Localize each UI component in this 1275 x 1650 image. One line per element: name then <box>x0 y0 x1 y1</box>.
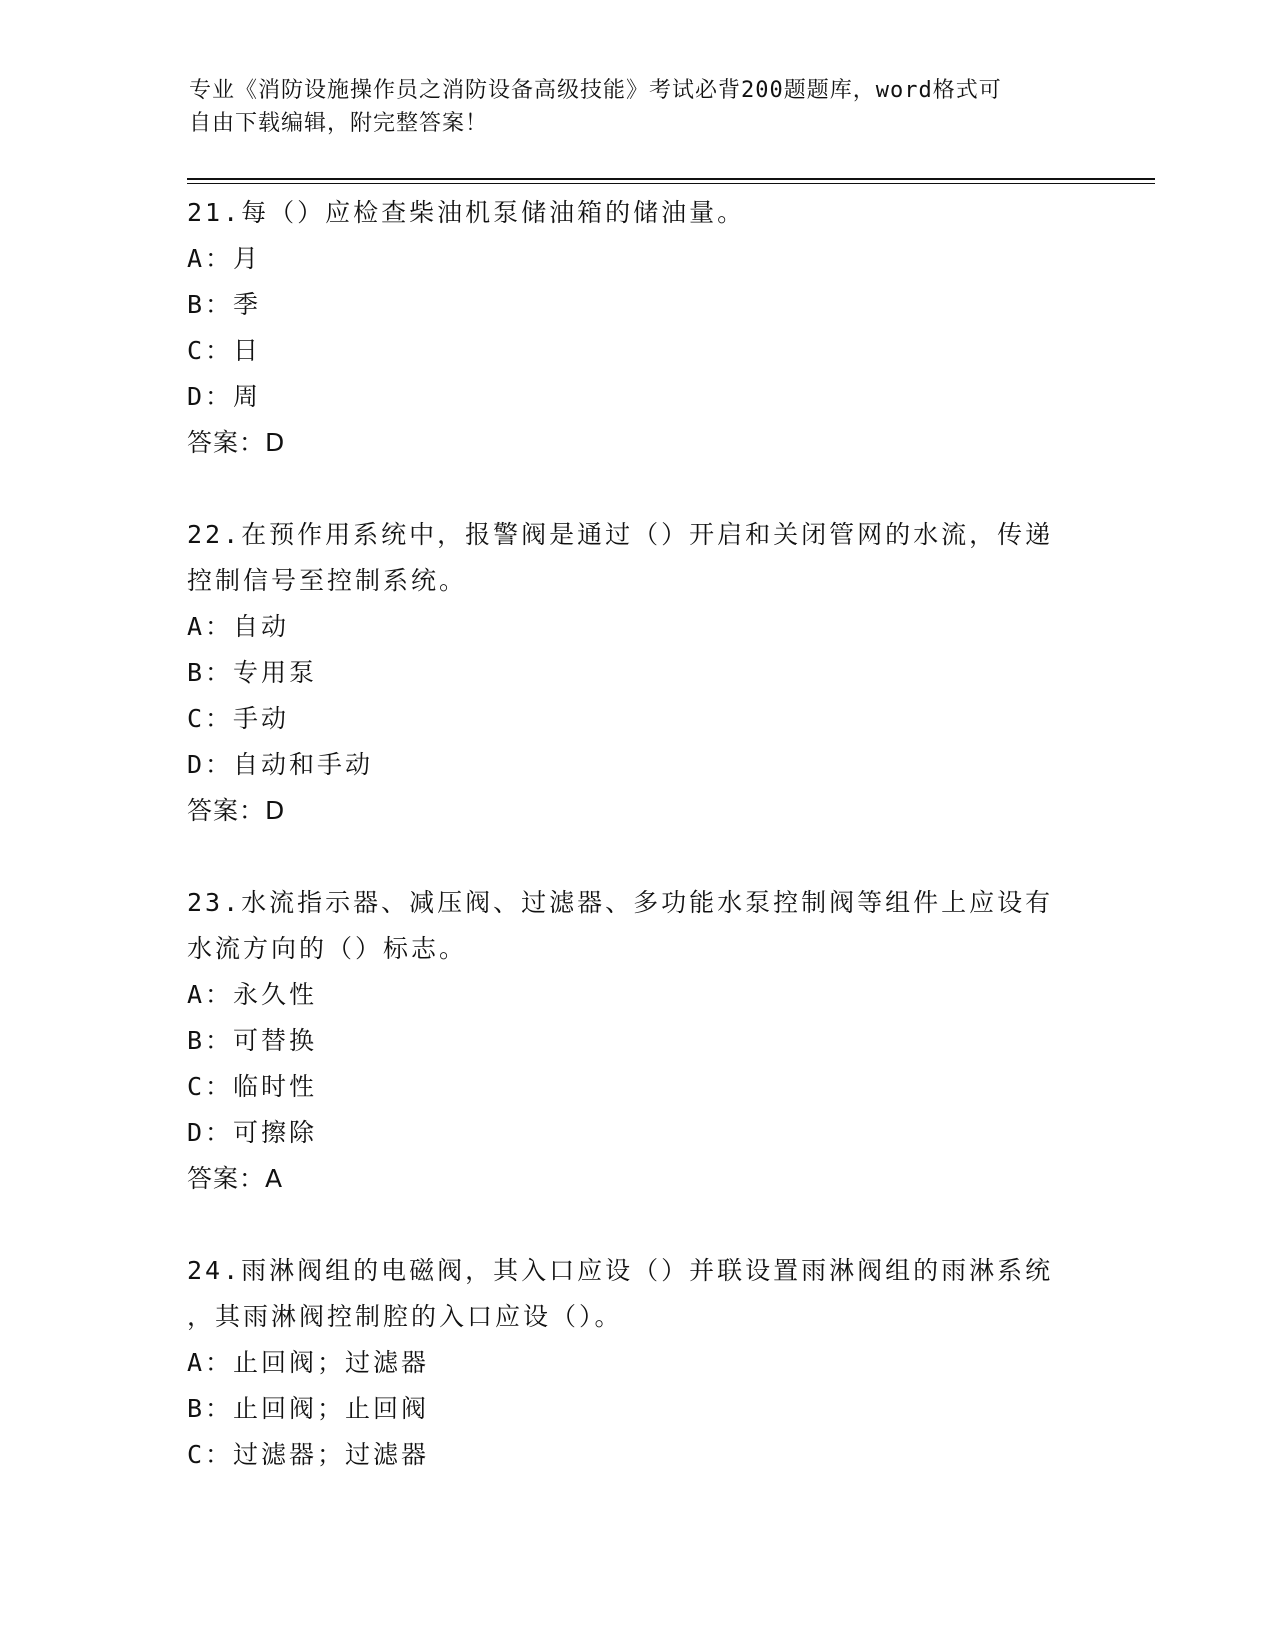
answer-text: 答案：A <box>187 1164 284 1193</box>
option-c: C：过滤器；过滤器 <box>187 1440 430 1469</box>
question-text: 23.水流指示器、减压阀、过滤器、多功能水泵控制阀等组件上应设有 <box>187 888 1054 917</box>
question-list <box>187 190 1087 1478</box>
question-24 <box>187 1248 1087 1478</box>
question-21 <box>187 190 1087 466</box>
question-text-continued: 控制信号至控制系统。 <box>187 566 468 595</box>
option-d: D：自动和手动 <box>187 750 374 779</box>
header-divider-thin <box>187 183 1155 184</box>
answer-text: 答案：D <box>187 428 286 457</box>
option-b: B：季 <box>187 290 262 319</box>
option-a: A：止回阀；过滤器 <box>187 1348 430 1377</box>
option-a: A：月 <box>187 244 262 273</box>
answer-text: 答案：D <box>187 796 286 825</box>
option-c: C：临时性 <box>187 1072 318 1101</box>
option-b: B：专用泵 <box>187 658 318 687</box>
header-divider-thick <box>187 178 1155 180</box>
option-a: A：永久性 <box>187 980 318 1009</box>
document-header <box>189 74 1089 140</box>
option-a: A：自动 <box>187 612 290 641</box>
header-line-2: 自由下载编辑，附完整答案！ <box>189 111 489 136</box>
question-text: 21.每（）应检查柴油机泵储油箱的储油量。 <box>187 198 746 227</box>
question-text: 24.雨淋阀组的电磁阀，其入口应设（）并联设置雨淋阀组的雨淋系统 <box>187 1256 1054 1285</box>
question-text: 22.在预作用系统中，报警阀是通过（）开启和关闭管网的水流，传递 <box>187 520 1054 549</box>
question-text-continued: ，其雨淋阀控制腔的入口应设（）。 <box>187 1302 623 1331</box>
option-c: C：日 <box>187 336 262 365</box>
question-23 <box>187 880 1087 1202</box>
option-d: D：周 <box>187 382 262 411</box>
option-b: B：可替换 <box>187 1026 318 1055</box>
option-c: C：手动 <box>187 704 290 733</box>
option-d: D：可擦除 <box>187 1118 318 1147</box>
question-22 <box>187 512 1087 834</box>
question-text-continued: 水流方向的（）标志。 <box>187 934 468 963</box>
option-b: B：止回阀；止回阀 <box>187 1394 430 1423</box>
header-line-1: 专业《消防设施操作员之消防设备高级技能》考试必背200题题库，word格式可 <box>189 78 1002 103</box>
